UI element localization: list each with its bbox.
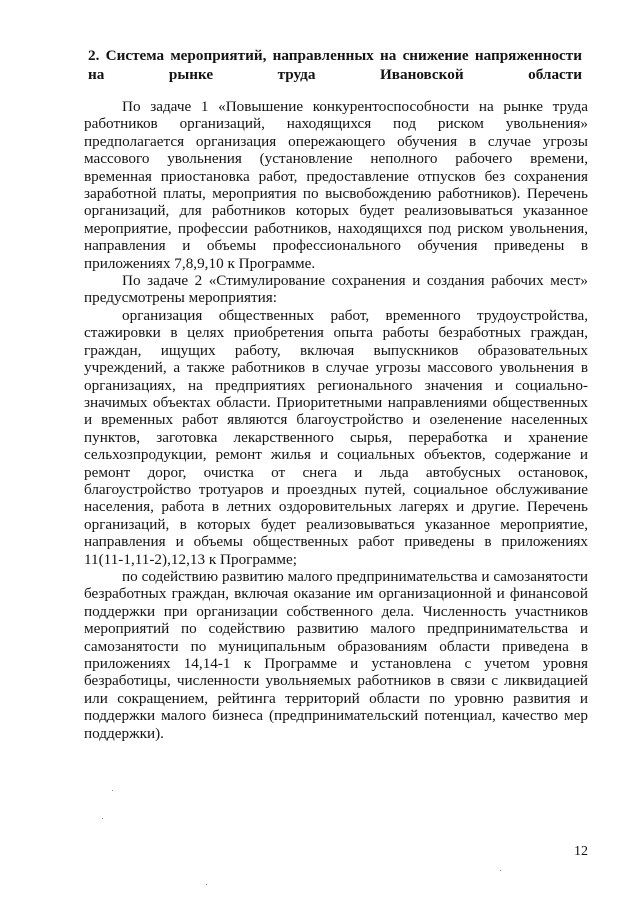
text-line: мероприятий по содействию развитию малого предпринимательства и [84, 620, 588, 638]
text-line: поддержки при организации собственного дела. Численность участников [84, 602, 588, 620]
text-line: массового увольнения (установление неполного рабочего времени, [84, 150, 588, 168]
text-line: граждан, ищущих работу, включая выпускников образовательных [84, 341, 588, 359]
text-line: самозанятости по муниципальным образованиям области приведена в [84, 637, 588, 655]
text-line: и временных работ являются благоустройство и озеленение населенных [84, 411, 588, 429]
text-line: организация общественных работ, временного трудоустройства, [122, 306, 588, 324]
heading-line: на рынке труда Ивановской области [88, 66, 582, 83]
text-line: По задаче 1 «Повышение конкурентоспособности на рынке труда [122, 98, 588, 115]
text-line: 11(11-1,11-2),12,13 к Программе; [84, 550, 297, 568]
text-line: или сокращением, рейтинга территорий области по уровню развития и [84, 689, 588, 707]
text-line: поддержки малого бизнеса (предпринимательский потенциал, качество мер [84, 707, 588, 725]
paragraph-public-works [84, 307, 588, 568]
text-line: стажировки в целях приобретения опыта работы безработных граждан, [84, 324, 588, 342]
text-line: значимых объектах области. Приоритетными направлениями общественных [84, 393, 588, 411]
text-line: заработной платы, мероприятия по высвобождению работников). Перечень [84, 185, 588, 203]
text-line: пунктов, заготовка лекарственного сырья, переработка и хранение [84, 428, 588, 446]
text-line: приложениях 7,8,9,10 к Программе. [84, 254, 316, 272]
text-line: организаций, в которых будет реализовываться указанное мероприятие, [84, 515, 588, 533]
section-heading [88, 46, 582, 84]
heading-line: 2. Система мероприятий, направленных на снижение напряженности [88, 47, 582, 64]
text-line: сельхозпродукции, ремонт жилья и социальных объектов, содержание и [84, 446, 588, 464]
text-line: благоустройство тротуаров и проездных путей, социальное обслуживание [84, 480, 588, 498]
text-line: предусмотрены мероприятия: [84, 289, 277, 307]
text-line: учреждений, а также работников в случае угрозы массового увольнения в [84, 359, 588, 377]
text-line: организаций, для работников которых будет реализовываться указанное [84, 202, 588, 220]
text-line: безработных граждан, включая оказание им организационной и финансовой [84, 585, 588, 603]
scan-speck [500, 870, 501, 871]
text-line: По задаче 2 «Стимулирование сохранения и создания рабочих мест» [122, 272, 588, 290]
text-line: поддержки). [84, 724, 164, 742]
text-line: предполагается организация опережающего обучения в случае угрозы [84, 132, 588, 150]
paragraph-small-business [84, 568, 588, 742]
text-line: безработицы, численности увольняемых работников в связи с ликвидацией [84, 672, 588, 690]
text-line: организациях, на предприятиях регионального значения и социально- [84, 376, 588, 394]
scan-speck [112, 790, 113, 791]
paragraph-task-2 [84, 272, 588, 307]
text-line: населения, работа в летних оздоровительных лагерях и другие. Перечень [84, 498, 588, 516]
text-line: мероприятие, профессии работников, находящихся под риском увольнения, [84, 219, 588, 237]
text-line: приложениях 14,14-1 к Программе и установлена с учетом уровня [84, 655, 588, 672]
text-line: направления и объемы профессионального обучения приведены в [84, 237, 588, 255]
text-line: ремонт дорог, очистка от снега и льда автобусных остановок, [84, 463, 588, 481]
text-line: работников организаций, находящихся под риском увольнения» [84, 115, 588, 133]
scan-speck [102, 818, 103, 819]
text-line: по содействию развитию малого предпринимательства и самозанятости [122, 567, 588, 585]
page-number: 12 [574, 844, 588, 859]
document-body [84, 98, 588, 742]
text-line: направления и объемы общественных работ приведены в приложениях [84, 533, 588, 551]
scan-speck [206, 884, 207, 885]
paragraph-task-1 [84, 98, 588, 272]
text-line: временная приостановка работ, предоставление отпусков без сохранения [84, 167, 588, 185]
